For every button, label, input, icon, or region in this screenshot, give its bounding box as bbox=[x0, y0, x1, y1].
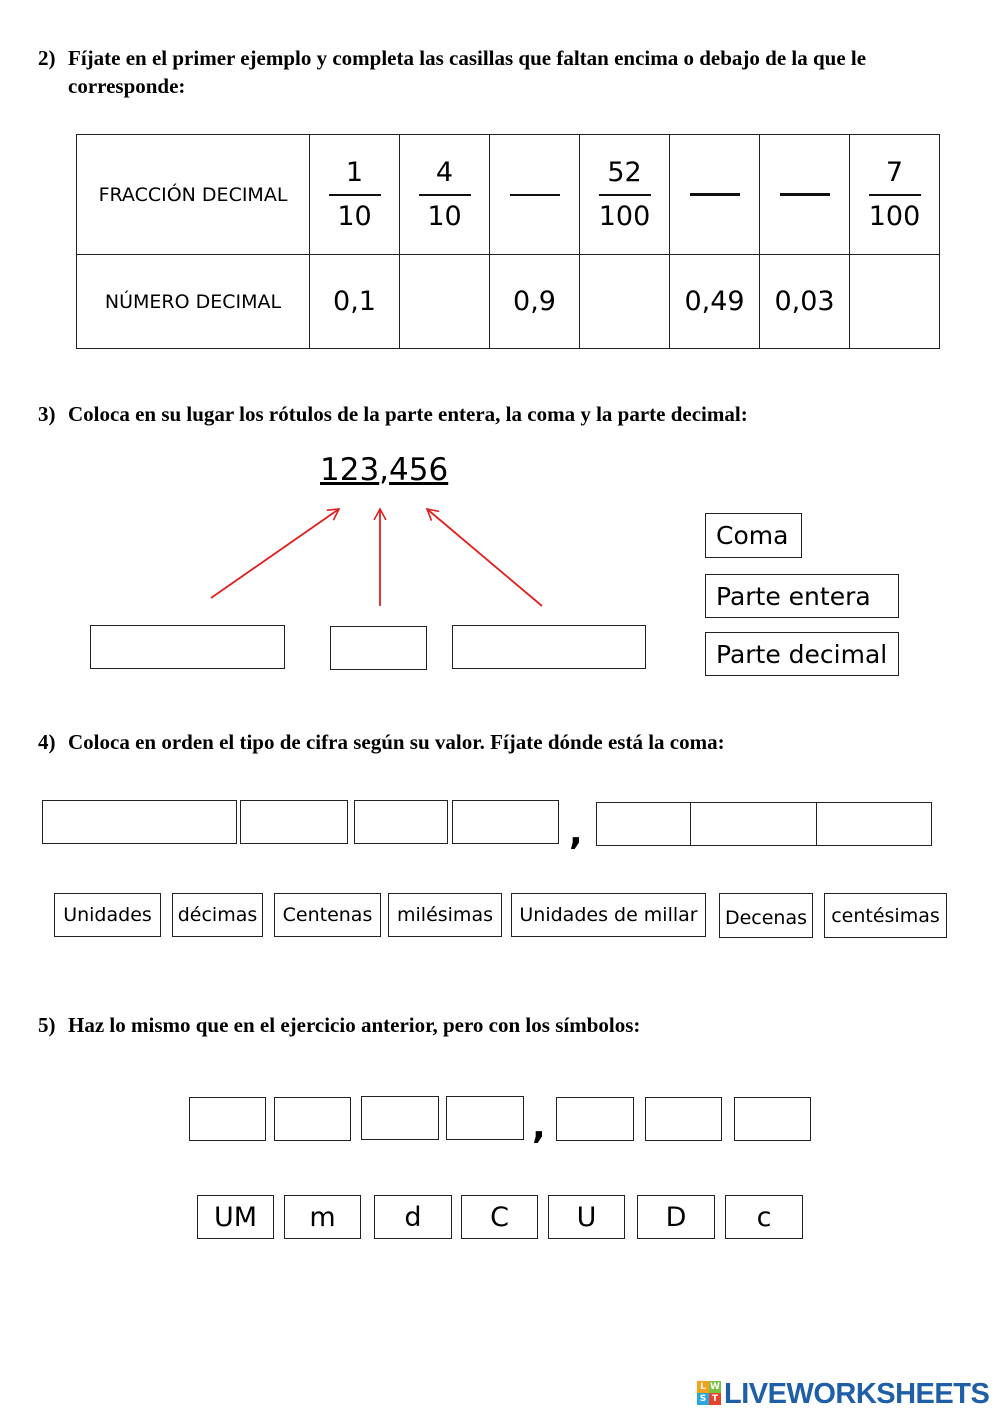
label-um[interactable]: UM bbox=[197, 1195, 274, 1239]
decimal-cell: 0,9 bbox=[490, 255, 580, 349]
drop-box[interactable] bbox=[361, 1096, 439, 1140]
decimal-cell: 0,1 bbox=[310, 255, 400, 349]
label-unidades-de-millar[interactable]: Unidades de millar bbox=[511, 893, 706, 937]
label-parte-entera[interactable]: Parte entera bbox=[705, 574, 899, 618]
drop-box[interactable] bbox=[452, 800, 559, 844]
integer-part: 123 bbox=[320, 452, 380, 488]
decimal-cell: 0,49 bbox=[670, 255, 760, 349]
arrow-decimal bbox=[427, 509, 542, 606]
decimal-part: 456 bbox=[389, 452, 449, 488]
drop-box[interactable] bbox=[274, 1097, 351, 1141]
arrow-integer bbox=[211, 509, 339, 598]
decimal-comma: , bbox=[379, 452, 390, 488]
question-number: 5) bbox=[38, 1013, 56, 1037]
numerator: 52 bbox=[607, 156, 642, 188]
question-text: Fíjate en el primer ejemplo y completa las casillas que faltan encima o debajo de la que le bbox=[68, 46, 867, 70]
label-u[interactable]: U bbox=[548, 1195, 625, 1239]
drop-box-decimal[interactable] bbox=[452, 625, 646, 669]
row-label-decimal: NÚMERO DECIMAL bbox=[77, 255, 310, 349]
liveworksheets-logo bbox=[697, 1378, 995, 1410]
brand-name: LIVEWORKSHEETS bbox=[724, 1378, 990, 1410]
drop-box[interactable] bbox=[556, 1097, 634, 1141]
label-centenas[interactable]: Centenas bbox=[274, 893, 381, 937]
row-label-fraction: FRACCIÓN DECIMAL bbox=[77, 135, 310, 255]
logo-letter: T bbox=[709, 1393, 721, 1405]
drop-box[interactable] bbox=[189, 1097, 266, 1141]
logo-letter: S bbox=[697, 1393, 709, 1405]
question-text-continued: corresponde: bbox=[68, 74, 186, 98]
drop-box[interactable] bbox=[354, 800, 448, 844]
label-milesimas[interactable]: milésimas bbox=[388, 893, 502, 937]
drop-box[interactable] bbox=[816, 802, 932, 846]
label-m[interactable]: m bbox=[284, 1195, 361, 1239]
label-unidades[interactable]: Unidades bbox=[54, 893, 161, 937]
question-number: 4) bbox=[38, 730, 56, 754]
decimal-comma: , bbox=[569, 812, 583, 853]
label-c-upper[interactable]: C bbox=[461, 1195, 538, 1239]
drop-box-integer[interactable] bbox=[90, 625, 285, 669]
drop-box[interactable] bbox=[446, 1096, 524, 1140]
denominator: 100 bbox=[868, 200, 921, 232]
question-number: 3) bbox=[38, 402, 56, 426]
label-centesimas[interactable]: centésimas bbox=[824, 893, 947, 938]
label-d[interactable]: d bbox=[374, 1195, 452, 1239]
logo-mark-icon bbox=[697, 1381, 721, 1405]
drop-box[interactable] bbox=[690, 802, 817, 846]
drop-box[interactable] bbox=[645, 1097, 722, 1141]
label-decenas[interactable]: Decenas bbox=[719, 893, 813, 938]
drop-box[interactable] bbox=[240, 800, 348, 844]
drop-box[interactable] bbox=[734, 1097, 811, 1141]
numerator: 7 bbox=[885, 156, 904, 188]
decimal-cell: 0,03 bbox=[760, 255, 850, 349]
denominator: 100 bbox=[598, 200, 651, 232]
label-c[interactable]: c bbox=[725, 1195, 803, 1239]
denominator: 10 bbox=[427, 200, 462, 232]
question-text: Haz lo mismo que en el ejercicio anterior, pero con los símbolos: bbox=[68, 1013, 641, 1037]
logo-letter: W bbox=[710, 1382, 720, 1392]
label-decimas[interactable]: décimas bbox=[172, 893, 263, 937]
question-number: 2) bbox=[38, 46, 56, 70]
decimal-comma: , bbox=[532, 1106, 546, 1147]
drop-box-comma[interactable] bbox=[330, 626, 427, 670]
numerator: 1 bbox=[345, 156, 364, 188]
drop-box[interactable] bbox=[596, 802, 691, 846]
logo-letter: L bbox=[697, 1381, 709, 1393]
question-text: Coloca en su lugar los rótulos de la parte entera, la coma y la parte decimal: bbox=[68, 402, 748, 426]
denominator: 10 bbox=[337, 200, 372, 232]
label-parte-decimal[interactable]: Parte decimal bbox=[705, 632, 899, 676]
label-d-upper[interactable]: D bbox=[637, 1195, 715, 1239]
drop-box[interactable] bbox=[42, 800, 237, 844]
question-text: Coloca en orden el tipo de cifra según su valor. Fíjate dónde está la coma: bbox=[68, 730, 725, 754]
label-coma[interactable]: Coma bbox=[705, 513, 802, 558]
numerator: 4 bbox=[435, 156, 454, 188]
